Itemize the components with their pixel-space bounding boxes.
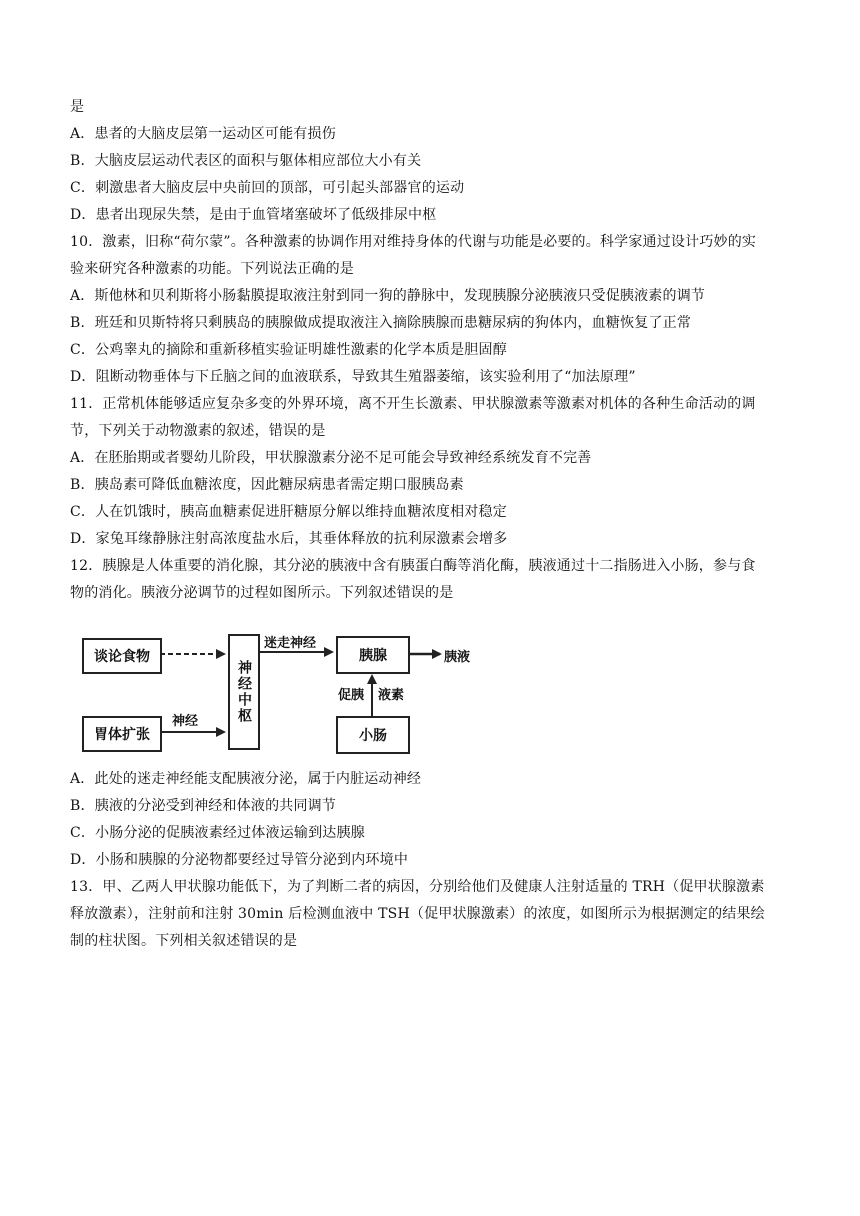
question-13-line: 制的柱状图。下列相关叙述错误的是	[70, 933, 298, 949]
question-12-line: 物的消化。胰液分泌调节的过程如图所示。下列叙述错误的是	[70, 585, 454, 601]
box-stomach-distension: 胃体扩张	[82, 716, 162, 752]
option-line: C．小肠分泌的促胰液素经过体液运输到达胰腺	[70, 825, 365, 841]
option-line: A．此处的迷走神经能支配胰液分泌，属于内脏运动神经	[70, 771, 422, 787]
option-line: D．家兔耳缘静脉注射高浓度盐水后，其垂体释放的抗利尿激素会增多	[70, 531, 508, 547]
option-line: D．患者出现尿失禁，是由于血管堵塞破坏了低级排尿中枢	[70, 207, 437, 223]
question-11-line: 节，下列关于动物激素的叙述，错误的是	[70, 423, 326, 439]
option-line: A．患者的大脑皮层第一运动区可能有损伤	[70, 126, 336, 142]
option-line: C．公鸡睾丸的摘除和重新移植实验证明雄性激素的化学本质是胆固醇	[70, 342, 507, 358]
question-11-line: 11．正常机体能够适应复杂多变的外界环境，离不开生长激素、甲状腺激素等激素对机体的各种生命活动的调	[70, 396, 756, 412]
option-line: B．班廷和贝斯特将只剩胰岛的胰腺做成提取液注入摘除胰腺而患糖尿病的狗体内，血糖恢复了正常	[70, 315, 692, 331]
box-pancreas: 胰腺	[336, 636, 410, 674]
label-pancreatic-juice: 胰液	[444, 650, 471, 665]
label-secretin-right: 液素	[378, 688, 405, 703]
question-13-line: 释放激素），注射前和注射 30min 后检测血液中 TSH（促甲状腺激素）的浓度，如图所示为根据测定的结果绘	[70, 906, 765, 922]
text-line: 是	[70, 99, 85, 115]
question-10-line: 10．激素，旧称“荷尔蒙”。各种激素的协调作用对维持身体的代谢与功能是必要的。科学家通过设计巧妙的实	[70, 234, 757, 250]
option-line: B．胰岛素可降低血糖浓度，因此糖尿病患者需定期口服胰岛素	[70, 477, 464, 493]
label-nerve: 神经	[172, 714, 199, 729]
option-line: B．大脑皮层运动代表区的面积与躯体相应部位大小有关	[70, 153, 422, 169]
option-line: D．小肠和胰腺的分泌物都要经过导管分泌到内环境中	[70, 852, 409, 868]
pancreas-regulation-diagram	[80, 628, 500, 758]
question-10-line: 验来研究各种激素的功能。下列说法正确的是	[70, 261, 354, 277]
label-secretin-left: 促胰	[338, 688, 365, 703]
box-talk-food: 谈论食物	[82, 638, 162, 674]
option-line: C．人在饥饿时，胰高血糖素促进肝糖原分解以维持血糖浓度相对稳定	[70, 504, 507, 520]
box-nerve-center: 神经中枢	[228, 634, 260, 750]
option-line: D．阻断动物垂体与下丘脑之间的血液联系，导致其生殖器萎缩，该实验利用了“加法原理”	[70, 369, 636, 385]
box-small-intestine: 小肠	[336, 716, 410, 754]
label-vagus-nerve: 迷走神经	[264, 636, 317, 651]
question-13-line: 13．甲、乙两人甲状腺功能低下，为了判断二者的病因，分别给他们及健康人注射适量的 TRH（促甲状腺激素	[70, 879, 765, 895]
option-line: C．刺激患者大脑皮层中央前回的顶部，可引起头部器官的运动	[70, 180, 465, 196]
option-line: A．在胚胎期或者婴幼儿阶段，甲状腺激素分泌不足可能会导致神经系统发育不完善	[70, 450, 592, 466]
option-line: A．斯他林和贝利斯将小肠黏膜提取液注射到同一狗的静脉中，发现胰腺分泌胰液只受促胰液素的调节	[70, 288, 706, 304]
option-line: B．胰液的分泌受到神经和体液的共同调节	[70, 798, 337, 814]
question-12-line: 12．胰腺是人体重要的消化腺，其分泌的胰液中含有胰蛋白酶等消化酶，胰液通过十二指肠进入小肠，参与食	[70, 558, 756, 574]
